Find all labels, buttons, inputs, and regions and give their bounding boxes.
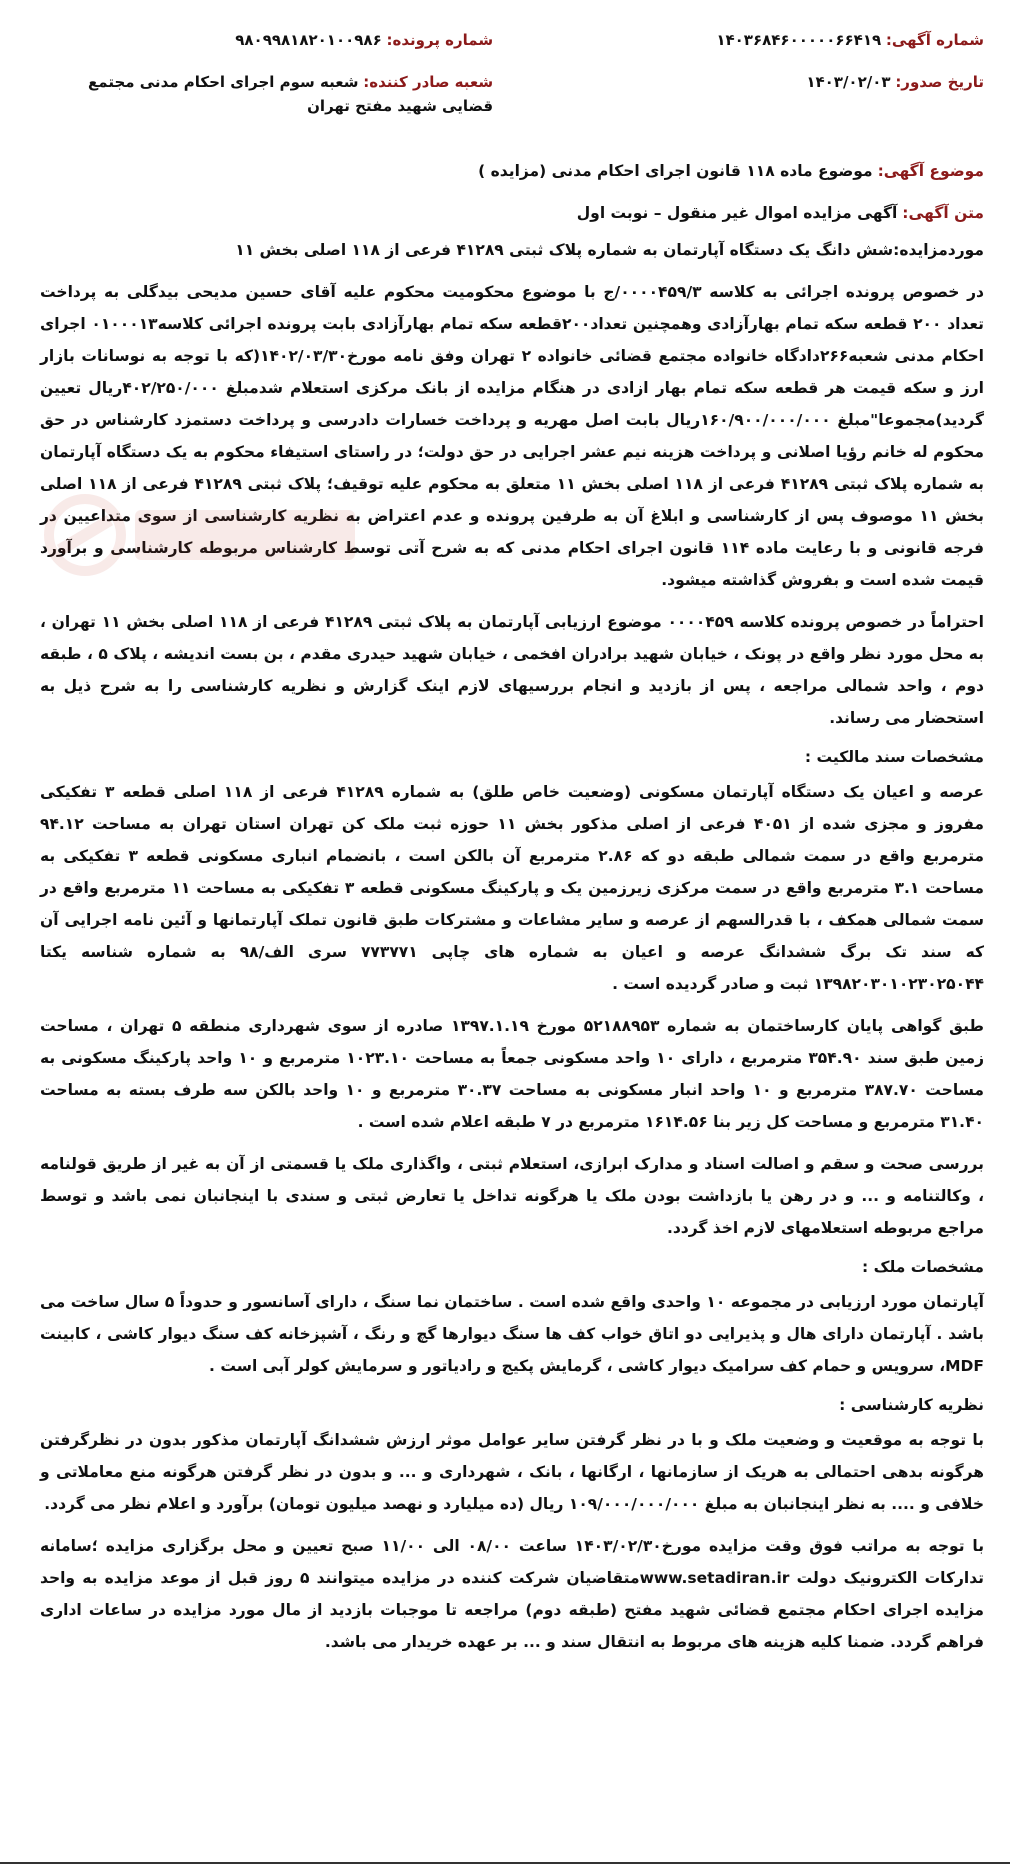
notice-number: ۱۴۰۳۶۸۴۶۰۰۰۰۰۶۶۴۱۹ <box>716 31 882 49</box>
header-left <box>40 28 493 136</box>
subject-label: موضوع آگهی: <box>877 162 984 180</box>
property-paragraph: آپارتمان مورد ارزیابی در مجموعه ۱۰ واحدی واقع شده است . ساختمان نما سنگ ، دارای آسانسور و حدوداً ۵ سال ساخت می باشد . آپارتمان دارای هال و پذیرایی دو اتاق خواب کف ها سنگ دیوارها گچ و رنگ ، آشپزخانه کف سنگ دیوار کاشی ، کابینت MDF، سرویس و حمام کف سرامیک دیوار کاشی ، گرمایش پکیج و رادیاتور و سرمایش کولر آبی است . <box>40 1293 984 1375</box>
expert-opinion-heading: نظریه کارشناسی : <box>839 1396 984 1414</box>
deed-heading: مشخصات سند مالکیت : <box>804 748 984 766</box>
file-number-line <box>40 28 493 52</box>
text-value: آگهی مزایده اموال غیر منقول – نوبت اول <box>576 204 898 222</box>
auction-item: موردمزایده:شش دانگ یک دستگاه آپارتمان به شماره پلاک ثبتی ۴۱۲۸۹ فرعی از ۱۱۸ اصلی بخش ۱۱ <box>235 241 984 259</box>
header-right <box>559 28 984 136</box>
issue-date-line <box>559 70 984 94</box>
file-number-label: شماره پرونده: <box>386 31 494 49</box>
subject-value: موضوع ماده ۱۱۸ قانون اجرای احکام مدنی (مزایده ) <box>478 162 873 180</box>
branch-name: شعبه سوم اجرای احکام مدنی مجتمع قضایی شهید مفتح تهران <box>88 73 494 115</box>
issue-date-label: تاریخ صدور: <box>895 73 984 91</box>
file-number: ۹۸۰۹۹۸۱۸۲۰۱۰۰۹۸۶ <box>235 31 382 49</box>
branch-label: شعبه صادر کننده: <box>363 73 494 91</box>
issue-date: ۱۴۰۳/۰۲/۰۳ <box>806 73 891 91</box>
auction-schedule-paragraph: با توجه به مراتب فوق وقت مزایده مورخ۱۴۰۳/۰۲/۳۰ ساعت ۰۸/۰۰ الی ۱۱/۰۰ صبح تعیین و محل برگزاری مزایده ؛سامانه تدارکات الکترونیک دولت www.setadiran.irمتقاضیان شرکت کننده در مزایده میتوانند ۵ روز قبل از موعد مزایده به واحد مزایده اجرای احکام مجتمع قضائی شهید مفتح (طبقه دوم) مراجعه تا موجبات بازدید از مال مورد مزایده در ساعات اداری فراهم گردد. ضمنا کلیه هزینه های مربوط به انتقال سند و ... بر عهده خریدار می باشد. <box>40 1537 985 1651</box>
appraisal-intro-paragraph: احتراماً در خصوص پرونده کلاسه ۰۰۰۰۴۵۹ موضوع ارزیابی آپارتمان به پلاک ثبتی ۴۱۲۸۹ فرعی از ۱۱۸ اصلی بخش ۱۱ تهران ، به محل مورد نظر واقع در پونک ، خیابان شهید برادران افخمی ، خیابان شهید حیدری مقدم ، بن بست اندیشه ، پلاک ۵ ، طبقه دوم ، واحد شمالی مراجعه ، پس از بازدید و انجام بررسیهای لازم اینک گزارش و نظریه کارشناسی را به شرح ذیل به استحضار می رساند. <box>40 613 984 727</box>
expert-opinion-paragraph: با توجه به موقعیت و وضعیت ملک و با در نظر گرفتن سایر عوامل موثر ارزش ششدانگ آپارتمان مذکور بدون در نظرگرفتن هرگونه بدهی احتمالی به هریک از سازمانها ، ارگانها ، بانک ، شهرداری و ... و بدون در نظر گرفتن هرگونه منع معاملاتی و خلافی و .... به نظر اینجانبان به مبلغ ۱۰۹/۰۰۰/۰۰۰/۰۰۰ ریال (ده میلیارد و نهصد میلیون تومان) برآورد و اعلام نظر می گردد. <box>40 1431 984 1513</box>
branch-line <box>40 70 493 118</box>
notice-number-line <box>559 28 984 52</box>
text-label: متن آگهی: <box>902 204 984 222</box>
notice-number-label: شماره آگهی: <box>885 31 984 49</box>
text-line <box>40 198 984 228</box>
case-paragraph: در خصوص پرونده اجرائی به کلاسه ۰۰۰۰۴۵۹/۳/ج با موضوع محکومیت محکوم علیه آقای حسین مدیحی بیدگلی به پرداخت تعداد ۲۰۰ قطعه سکه تمام بهارآزادی وهمچنین تعداد۲۰۰قطعه سکه تمام بهارآزادی بابت پرونده اجرائی کلاسه۰۱۰۰۰۱۳ اجرای احکام مدنی شعبه۲۶۶دادگاه خانواده مجتمع قضائی خانواده ۲ تهران وفق نامه مورخ۱۴۰۲/۰۳/۳۰(که با توجه به نوسانات بازار ارز و سکه قیمت هر قطعه سکه تمام بهار ازادی در هنگام مزایده از بانک مرکزی استعلام شدمبلغ ۴۰۲/۲۵۰/۰۰۰ریال تعیین گردید)مجموعا"مبلغ ۱۶۰/۹۰۰/۰۰۰/۰۰۰ریال بابت اصل مهریه و پرداخت خسارات دادرسی و پرداخت دستمزد کارشناس در حق محکوم له خانم رؤیا اصلانی و پرداخت هزینه نیم عشر اجرایی در حق دولت؛ در راستای استیفاء محکوم به یک دستگاه آپارتمان به شماره پلاک ثبتی ۴۱۲۸۹ فرعی از ۱۱۸ اصلی بخش ۱۱ متعلق به محکوم علیه توقیف؛ پلاک ثبتی ۴۱۲۸۹ فرعی از ۱۱۸ اصلی بخش ۱۱ موصوف پس از کارشناسی و ابلاغ آن به طرفین پرونده و عدم اعتراض به نظریه کارشناسی از سوی متداعیین در فرجه قانونی و با رعایت ماده ۱۱۴ قانون اجرای احکام مدنی که به شرح آتی توسط کارشناس مربوطه کارشناسی و برآورد قیمت شده است و بفروش گذاشته میشود. <box>40 283 985 589</box>
subject-line <box>40 156 984 186</box>
disclaimer-paragraph: بررسی صحت و سقم و اصالت اسناد و مدارک ابرازی، استعلام ثبتی ، واگذاری ملک یا قسمتی از آن به غیر از طریق قولنامه ، وکالتنامه و ... و در رهن یا بازداشت بودن ملک یا هرگونه تداخل یا تعارض ثبتی و سندی با اینجانبان نمی باشد و توسط مراجع مربوطه استعلامهای لازم اخذ گردد. <box>40 1155 984 1237</box>
bottom-divider <box>0 1862 1010 1864</box>
deed-paragraph: عرصه و اعیان یک دستگاه آپارتمان مسکونی (وضعیت خاص طلق) به شماره ۴۱۲۸۹ فرعی از ۱۱۸ اصلی قطعه ۳ تفکیکی مفروز و مجزی شده از ۴۰۵۱ فرعی از اصلی مذکور بخش ۱۱ حوزه ثبت ملک کن تهران استان تهران به مساحت ۹۴.۱۲ مترمربع واقع در سمت شمالی طبقه دو که ۲.۸۶ مترمربع آن بالکن است ، بانضمام انباری مسکونی قطعه ۳ تفکیکی به مساحت ۳.۱ مترمربع واقع در سمت مرکزی زیرزمین یک و پارکینگ مسکونی قطعه ۳ تفکیکی به مساحت ۱۱ مترمربع واقع در سمت شمالی همکف ، با قدرالسهم از عرصه و سایر مشاعات و مشترکات طبق قانون تملک آپارتمانها و آئین نامه اجرایی آن که سند تک برگ ششدانگ عرصه و اعیان به شماره های چاپی ۷۷۳۷۷۱ سری الف/۹۸ به شماره شناسه یکتا ۱۳۹۸۲۰۳۰۱۰۲۳۰۲۵۰۴۴ ثبت و صادر گردیده است . <box>40 783 984 993</box>
property-heading: مشخصات ملک : <box>862 1258 984 1276</box>
completion-certificate-paragraph: طبق گواهی پایان کارساختمان به شماره ۵۲۱۸۸۹۵۳ مورخ ۱۳۹۷.۱.۱۹ صادره از سوی شهرداری منطقه ۵ تهران ، مساحت زمین طبق سند ۳۵۴.۹۰ مترمربع ، دارای ۱۰ واحد مسکونی جمعاً به مساحت ۱۰۲۳.۱۰ مترمربع و ۱۰ واحد پارکینگ مسکونی به مساحت ۳۸۷.۷۰ مترمربع و ۱۰ واحد انبار مسکونی به مساحت ۳۰.۳۷ مترمربع و ۱۰ واحد بالکن سه طرف بسته به مساحت ۳۱.۴۰ مترمربع و مساحت کل زیر بنا ۱۶۱۴.۵۶ مترمربع در ۷ طبقه اعلام شده است . <box>40 1017 985 1131</box>
header <box>40 28 984 136</box>
